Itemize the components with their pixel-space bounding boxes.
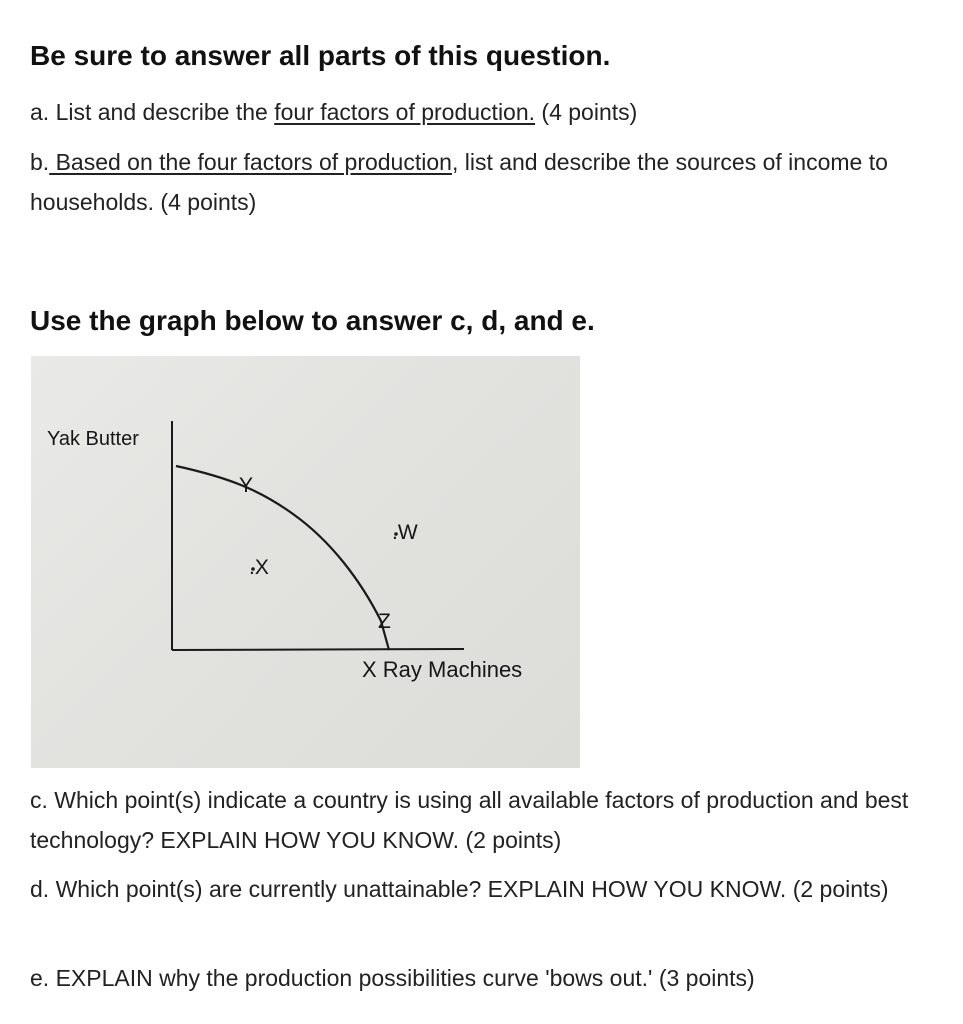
ppc-graph xyxy=(31,356,580,768)
four-factors-underlined: Based on the four factors of production xyxy=(49,149,452,175)
question-part-d: d. Which point(s) are currently unattainable? EXPLAIN HOW YOU KNOW. (2 points) xyxy=(30,876,889,902)
question-part-c: c. Which point(s) indicate a country is using all available factors of production and best technology? EXPLAIN HOW YOU KNOW. (2 points) xyxy=(30,787,909,853)
point-y-label: Y xyxy=(239,474,254,497)
x-axis-line xyxy=(172,649,464,650)
question-part-e: e. EXPLAIN why the production possibilities curve 'bows out.' (3 points) xyxy=(30,965,755,991)
point-x-label: .X xyxy=(249,556,269,579)
ppc-curve xyxy=(176,466,389,650)
y-axis-label: Yak Butter xyxy=(47,428,139,450)
part-b-suffix: , list and describe the sources of income to households. (4 points) xyxy=(30,149,888,215)
four-factors-link: four factors of production. xyxy=(274,99,536,125)
question-part-a xyxy=(30,92,935,132)
page-heading: Be sure to answer all parts of this question. xyxy=(30,40,611,71)
graph-heading: Use the graph below to answer c, d, and e. xyxy=(30,305,595,336)
question-part-b xyxy=(30,142,935,222)
part-b-prefix: b. xyxy=(30,149,50,175)
x-axis-label: X Ray Machines xyxy=(362,657,523,682)
part-a-prefix: a. List and describe the xyxy=(30,99,275,125)
point-z-label: Z xyxy=(378,610,391,633)
point-w-label: .W xyxy=(392,521,418,544)
ppc-graph-image xyxy=(31,356,580,768)
part-a-suffix: (4 points) xyxy=(535,99,638,125)
